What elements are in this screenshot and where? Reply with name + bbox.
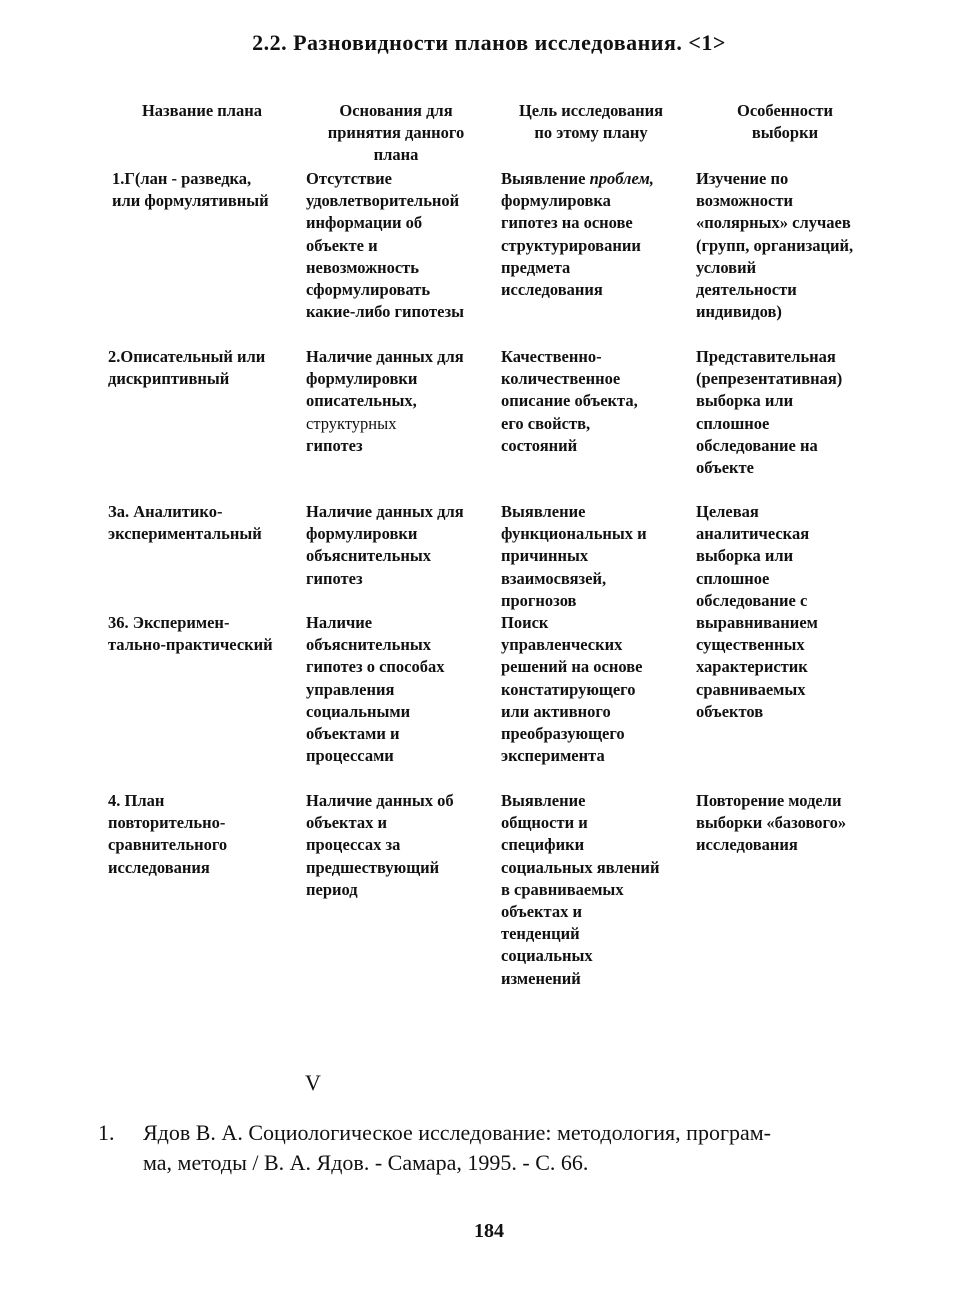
cell-line: какие-либо гипотезы <box>306 302 464 322</box>
header-line: Цель исследования <box>518 101 664 120</box>
cell-line: исследования <box>501 280 603 300</box>
cell-line: причинных <box>501 546 589 566</box>
cell-line: взаимосвязей, <box>501 568 607 588</box>
header-line: по этому плану <box>534 123 648 143</box>
cell-line: объекте и <box>306 235 378 255</box>
cell-line: количественное <box>501 369 621 389</box>
row4-sample <box>696 790 846 857</box>
cell-line: тенденций <box>501 924 580 944</box>
cell-line: Представительная <box>696 347 836 366</box>
row3b-grounds <box>306 612 445 767</box>
cell-line: Повторение модели <box>696 791 842 810</box>
header-line: принятия данного <box>327 123 465 143</box>
cell-line: экспериментальный <box>108 524 262 544</box>
cell-line: решений на основе <box>501 657 643 677</box>
cell-line: 2.Описательный или <box>108 347 266 366</box>
cell-line: или активного <box>501 701 611 721</box>
cell-line: удовлетворительной <box>306 191 460 211</box>
cell-line: невозможность <box>306 257 420 277</box>
cell-line: Поиск <box>501 613 549 632</box>
cell-line: констатирующего <box>501 679 636 699</box>
cell-line: формулировка <box>501 191 611 211</box>
cell-line: управленческих <box>501 635 623 655</box>
cell-line: объектах и <box>306 813 387 833</box>
cell-line: объяснительных <box>306 546 432 566</box>
header-line: Название плана <box>141 101 263 120</box>
cell-line: процессах за <box>306 835 401 855</box>
cell-line: «полярных» случаев <box>696 213 851 233</box>
cell-line: состояний <box>501 435 578 455</box>
cell-line: За. Аналитико- <box>108 502 223 521</box>
header-plan-name <box>112 100 292 122</box>
cell-line: исследования <box>696 835 798 855</box>
cell-line: сформулировать <box>306 280 431 300</box>
cell-line: Целевая <box>696 502 759 521</box>
row1-grounds <box>306 168 464 323</box>
row4-plan-name <box>108 790 227 879</box>
cell-line: социальных <box>501 946 593 966</box>
cell-line: объектов <box>696 701 764 721</box>
footnote-line: ма, методы / В. А. Ядов. - Самара, 1995. - С. 66. <box>143 1150 589 1175</box>
cell-line: сравниваемых <box>696 679 806 699</box>
row3-sample-merged <box>696 501 818 723</box>
row3b-goal <box>501 612 642 767</box>
cell-line: гипотез <box>306 435 363 455</box>
cell-line: гипотез на основе <box>501 213 633 233</box>
header-grounds <box>300 100 492 167</box>
row2-grounds <box>306 346 464 457</box>
row1-plan-name <box>112 168 269 212</box>
cell-line <box>501 168 654 190</box>
cell-line: функциональных и <box>501 524 647 544</box>
header-sample <box>690 100 880 144</box>
cell-line: эксперимента <box>501 746 605 766</box>
cell-line: предшествующий <box>306 857 440 877</box>
row3a-plan-name <box>108 501 262 545</box>
cell-line: в сравниваемых <box>501 879 624 899</box>
cell-line: Наличие <box>306 613 373 632</box>
cell-line: описание объекта, <box>501 391 638 411</box>
cell-line: (репрезентативная) <box>696 369 843 389</box>
header-line: Основания для <box>339 101 453 120</box>
header-line: Особенности <box>737 101 833 120</box>
cell-line: преобразующего <box>501 724 625 744</box>
cell-line: существенных <box>696 635 805 655</box>
cell-line: социальными <box>306 701 411 721</box>
footnote-line: Ядов В. А. Социологическое исследование: методология, програм- <box>143 1120 771 1145</box>
page-number: 184 <box>474 1220 504 1242</box>
cell-line: обследование на <box>696 435 818 455</box>
header-line: плана <box>373 145 419 165</box>
cell-line: (групп, организаций, <box>696 235 854 255</box>
row3b-plan-name <box>108 612 273 656</box>
row3a-goal <box>501 501 647 612</box>
cell-line: выборка или <box>696 391 794 411</box>
row2-goal <box>501 346 638 457</box>
footnote-text <box>143 1118 771 1178</box>
cell-line: сплошное <box>696 568 770 588</box>
cell-line: его свойств, <box>501 413 591 433</box>
cell-line: индивидов) <box>696 302 782 322</box>
stray-mark: V <box>305 1070 321 1095</box>
cell-line: период <box>306 879 358 899</box>
cell-line: гипотез <box>306 568 363 588</box>
cell-line: Выявление <box>501 791 586 810</box>
cell-line: повторительно- <box>108 813 226 833</box>
cell-line: информации об <box>306 213 423 233</box>
cell-line: Качественно- <box>501 347 602 366</box>
cell-line: выборки «базового» <box>696 813 847 833</box>
cell-line: гипотез о способах <box>306 657 445 677</box>
cell-line: Изучение по <box>696 169 789 188</box>
cell-line: общности и <box>501 813 588 833</box>
cell-line: или формулятивный <box>112 191 269 211</box>
cell-line: аналитическая <box>696 524 810 544</box>
cell-line: 1.Г(лан - разведка, <box>112 169 252 188</box>
cell-line: 36. Эксперимен- <box>108 613 230 632</box>
cell-line: исследования <box>108 857 210 877</box>
cell-line: Выявление <box>501 502 586 521</box>
cell-line: специфики <box>501 835 585 855</box>
cell-line: Наличие данных об <box>306 791 454 810</box>
cell-line: возможности <box>696 191 793 211</box>
cell-line: условий <box>696 257 757 277</box>
page-title: 2.2. Разновидности планов исследования. <1> <box>252 30 726 55</box>
cell-line: Наличие данных для <box>306 347 464 366</box>
cell-line: объяснительных <box>306 635 432 655</box>
cell-line: процессами <box>306 746 394 766</box>
cell-line: выравниванием <box>696 613 818 633</box>
cell-line: изменений <box>501 968 581 988</box>
row4-goal <box>501 790 659 990</box>
cell-line: деятельности <box>696 280 797 300</box>
row2-sample <box>696 346 842 479</box>
cell-line: прогнозов <box>501 590 577 610</box>
row1-sample <box>696 168 853 323</box>
cell-line: предмета <box>501 257 571 277</box>
cell-line: сравнительного <box>108 835 228 855</box>
row4-grounds <box>306 790 454 901</box>
cell-line: объектах и <box>501 902 582 922</box>
cell-line: обследование с <box>696 590 808 610</box>
cell-text-italic: проблем, <box>589 169 654 188</box>
header-line: выборки <box>751 123 819 143</box>
cell-line: управления <box>306 679 395 699</box>
cell-line: 4. План <box>108 791 165 810</box>
footnote-number: 1. <box>98 1120 115 1145</box>
cell-line: Наличие данных для <box>306 502 464 521</box>
cell-line: описательных, <box>306 391 417 411</box>
cell-line: сплошное <box>696 413 770 433</box>
cell-line: объектами и <box>306 724 400 744</box>
cell-line: Отсутствие <box>306 169 392 188</box>
cell-line: объекте <box>696 458 754 478</box>
row1-goal <box>501 168 654 301</box>
cell-line: характеристик <box>696 657 808 677</box>
row3a-grounds <box>306 501 464 590</box>
cell-line: дискриптивный <box>108 369 230 389</box>
header-goal <box>495 100 687 144</box>
row2-plan-name <box>108 346 265 390</box>
cell-text: Выявление <box>501 169 590 188</box>
cell-line: структурных <box>306 413 397 433</box>
cell-line: формулировки <box>306 524 418 544</box>
cell-line: структурировании <box>501 235 641 255</box>
cell-line: выборка или <box>696 546 794 566</box>
cell-line: социальных явлений <box>501 857 660 877</box>
cell-line: формулировки <box>306 369 418 389</box>
cell-line: тально-практический <box>108 635 273 655</box>
